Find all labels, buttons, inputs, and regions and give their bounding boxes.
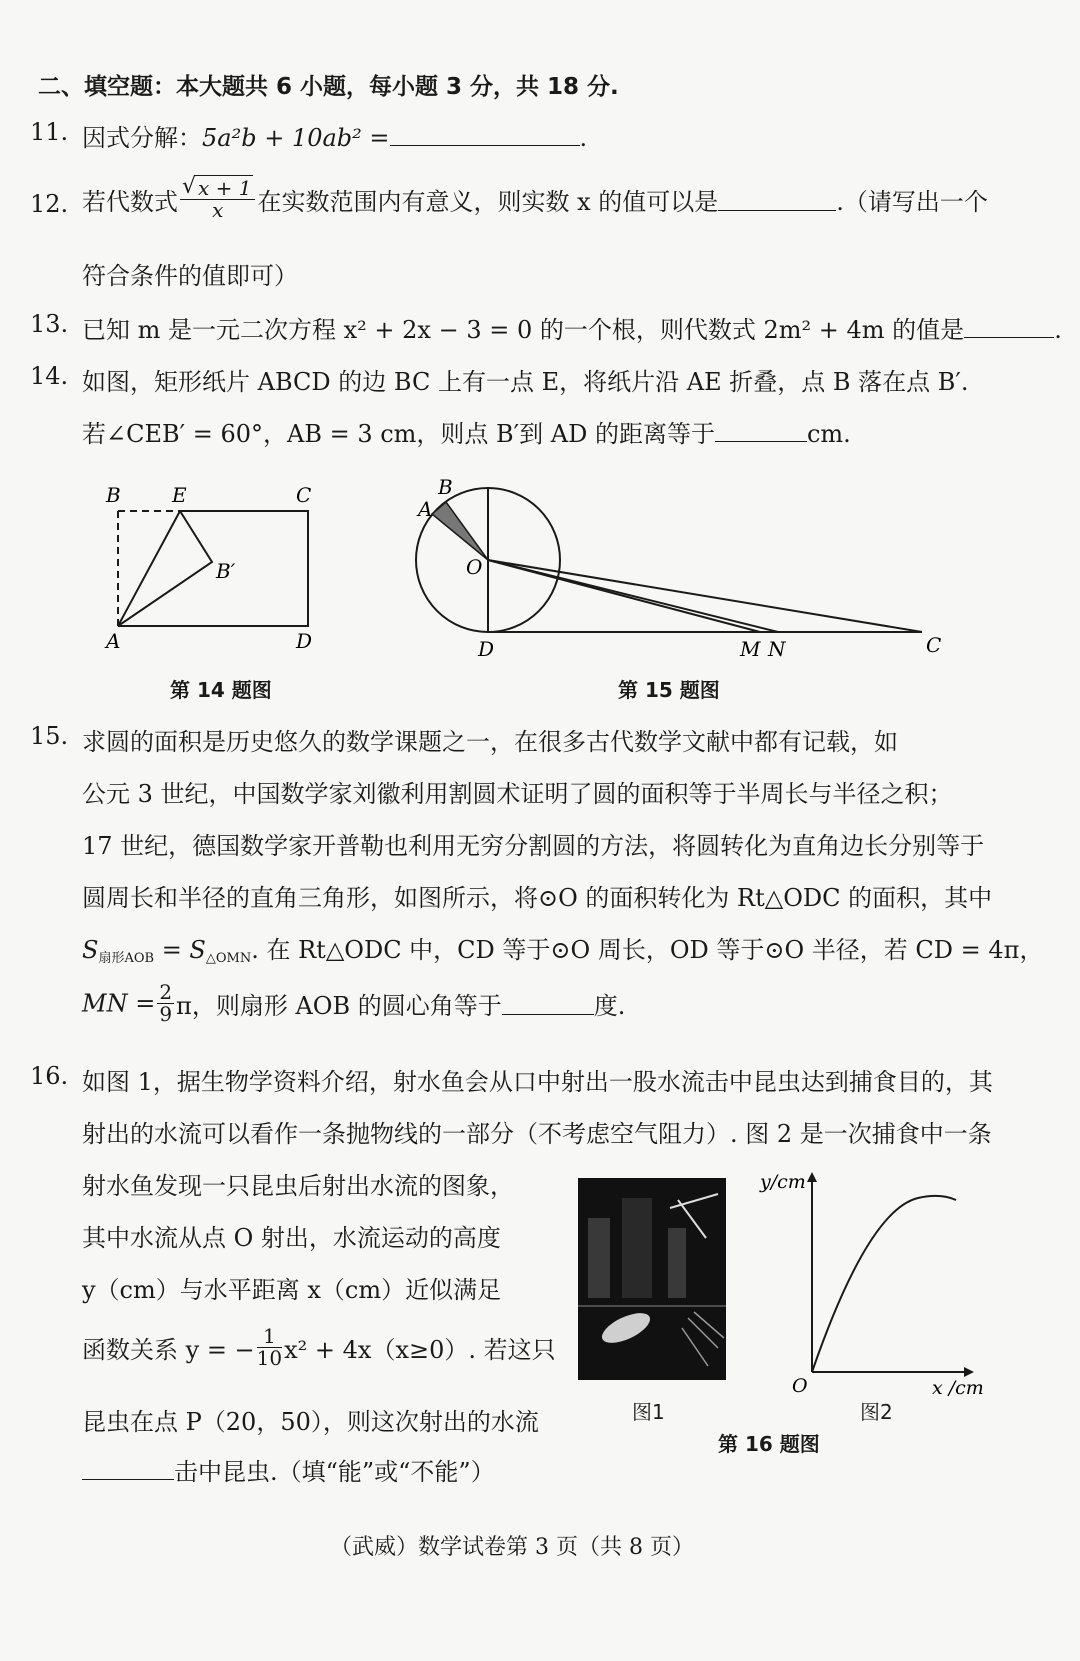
q16-line1: 如图 1，据生物学资料介绍，射水鱼会从口中射出一股水流击中昆虫达到捕食目的，其 (82, 1068, 993, 1096)
q16-line8-post: 击中昆虫.（填“能”或“不能”） (174, 1458, 495, 1486)
fig14-label-Bprime: B′ (216, 559, 236, 583)
q14-number: 14. (30, 362, 69, 390)
fig15-label-N: N (768, 637, 786, 661)
fig15-label-A: A (418, 497, 433, 521)
q16-line2: 射出的水流可以看作一条抛物线的一部分（不考虑空气阻力）. 图 2 是一次捕食中一条 (82, 1120, 992, 1148)
q15-MN: MN = (82, 989, 156, 1018)
fig16-caption: 第 16 题图 (718, 1432, 820, 1456)
q16-frac-den: 10 (256, 1346, 283, 1370)
q15-line6-post: 度. (593, 992, 626, 1020)
q16-line7: 昆虫在点 P（20，50），则这次射出的水流 (82, 1408, 539, 1436)
q11-expression: 5a²b + 10ab² = (202, 124, 390, 152)
q13-text (82, 310, 1062, 345)
fig15-label-O: O (466, 555, 483, 579)
q12-line1 (82, 178, 988, 221)
fig14-label-D: D (296, 629, 313, 653)
q12-number: 12. (30, 190, 69, 218)
fig15-label-M: M (740, 637, 761, 661)
section-title: 二、填空题：本大题共 6 小题，每小题 3 分，共 18 分. (38, 74, 619, 100)
fig15-caption: 第 15 题图 (618, 678, 720, 702)
q15-line4: 圆周长和半径的直角三角形，如图所示，将⊙O 的面积转化为 Rt△ODC 的面积，其中 (82, 884, 993, 912)
q13-number: 13. (30, 310, 69, 338)
q14-line2-pre: 若∠CEB′ = 60°，AB = 3 cm，则点 B′到 AD 的距离等于 (82, 420, 715, 448)
q14-answer-blank[interactable] (715, 419, 807, 442)
fig16-x-label: x /cm (932, 1377, 984, 1399)
q15-line5-rest: . 在 Rt△ODC 中，CD 等于⊙O 周长，OD 等于⊙O 半径，若 CD = 4π， (251, 936, 1044, 964)
page-footer: （武威）数学试卷第 3 页（共 8 页） (330, 1535, 694, 1560)
q11-number: 11. (30, 118, 69, 146)
fig16-parabola (812, 1196, 956, 1372)
q12-answer-blank[interactable] (718, 188, 836, 211)
q12-pre: 若代数式 (82, 188, 178, 216)
q16-fraction (257, 1326, 282, 1369)
q13-answer-blank[interactable] (964, 315, 1054, 338)
q15-eq: = S (154, 936, 206, 964)
q15-line1: 求圆的面积是历史悠久的数学课题之一，在很多古代数学文献中都有记载，如 (82, 728, 898, 756)
q12-fraction (180, 178, 255, 221)
fig16-graph (758, 1160, 988, 1400)
fig14-caption: 第 14 题图 (170, 678, 272, 702)
q12-sqrt (182, 178, 253, 199)
fig14-folded-triangle (118, 511, 212, 626)
fig16-y-label: y/cm (760, 1171, 806, 1193)
q11-answer-blank[interactable] (390, 123, 580, 146)
q16-number: 16. (30, 1062, 69, 1090)
q12-tail: .（请写出一个 (836, 188, 988, 216)
fig16-photo (578, 1178, 726, 1380)
q16-line5: y（cm）与水平距离 x（cm）近似满足 (82, 1276, 502, 1304)
q12-radicand: x + 1 (198, 176, 252, 200)
q15-line6 (82, 982, 625, 1025)
q16-line6-post: x² + 4x（x≥0）. 若这只 (284, 1336, 556, 1364)
fig14-label-C: C (296, 483, 312, 507)
q12-line2: 符合条件的值即可） (82, 262, 298, 290)
q15-number: 15. (30, 722, 69, 750)
q15-frac-num: 2 (159, 980, 173, 1004)
q15-answer-blank[interactable] (502, 992, 594, 1015)
q14-line2 (82, 414, 851, 449)
q16-line4: 其中水流从点 O 射出，水流运动的高度 (82, 1224, 501, 1252)
q11-prompt: 因式分解： (82, 124, 202, 152)
fig14-label-A: A (106, 629, 121, 653)
q13-prompt: 已知 m 是一元二次方程 x² + 2x − 3 = 0 的一个根，则代数式 2m² + 4m 的值是 (82, 316, 965, 344)
q16-line8 (82, 1452, 495, 1487)
q15-fraction (157, 982, 174, 1025)
fig15-diagram (410, 470, 970, 670)
q15-S2-sub: △OMN (205, 951, 252, 966)
q14-line2-post: cm. (806, 420, 851, 448)
q16-line6 (82, 1326, 556, 1369)
fig15-segment-ON (488, 560, 778, 632)
fig14-rectangle (118, 511, 308, 626)
q13-end: . (1054, 316, 1062, 344)
q15-line5 (82, 930, 1043, 966)
q11-end: . (579, 124, 588, 152)
fig15-label-D: D (478, 637, 495, 661)
fig16-x-arrow-icon (964, 1367, 974, 1377)
fig15-label-C: C (926, 633, 942, 657)
fig16-y-arrow-icon (807, 1172, 817, 1182)
q15-S1-sub: 扇形AOB (98, 951, 155, 966)
q16-line6-pre: 函数关系 y = − (82, 1336, 255, 1364)
fig15-segment-OC (488, 560, 922, 632)
q15-line2: 公元 3 世纪，中国数学家刘徽利用割圆术证明了圆的面积等于半周长与半径之积； (82, 780, 953, 808)
fig14-diagram (100, 478, 340, 658)
q15-line3: 17 世纪，德国数学家开普勒也利用无穷分割圆的方法，将圆转化为直角边长分别等于 (82, 832, 985, 860)
fig14-label-E: E (172, 483, 187, 507)
q14-line1: 如图，矩形纸片 ABCD 的边 BC 上有一点 E，将纸片沿 AE 折叠，点 B 落在点 B′. (82, 368, 969, 396)
fig16-fig1-label: 图1 (632, 1400, 665, 1424)
fig14-label-B: B (106, 483, 121, 507)
q15-frac-den: 9 (159, 1002, 173, 1026)
q11-text (82, 118, 587, 153)
q12-denominator: x (212, 198, 224, 222)
q16-line3: 射水鱼发现一只昆虫后射出水流的图象， (82, 1172, 514, 1200)
fig14-fold-AE (118, 511, 180, 626)
q16-answer-blank[interactable] (82, 1457, 174, 1480)
fig15-sector-AOB (432, 502, 488, 560)
fig15-label-B: B (438, 475, 453, 499)
q15-line6-mid: π，则扇形 AOB 的圆心角等于 (176, 992, 502, 1020)
q15-S1: S (82, 936, 99, 964)
fig16-origin: O (792, 1375, 808, 1397)
q16-frac-num: 1 (257, 1326, 282, 1348)
fig16-fig2-label: 图2 (860, 1400, 893, 1424)
q12-post: 在实数范围内有意义，则实数 x 的值可以是 (257, 188, 719, 216)
